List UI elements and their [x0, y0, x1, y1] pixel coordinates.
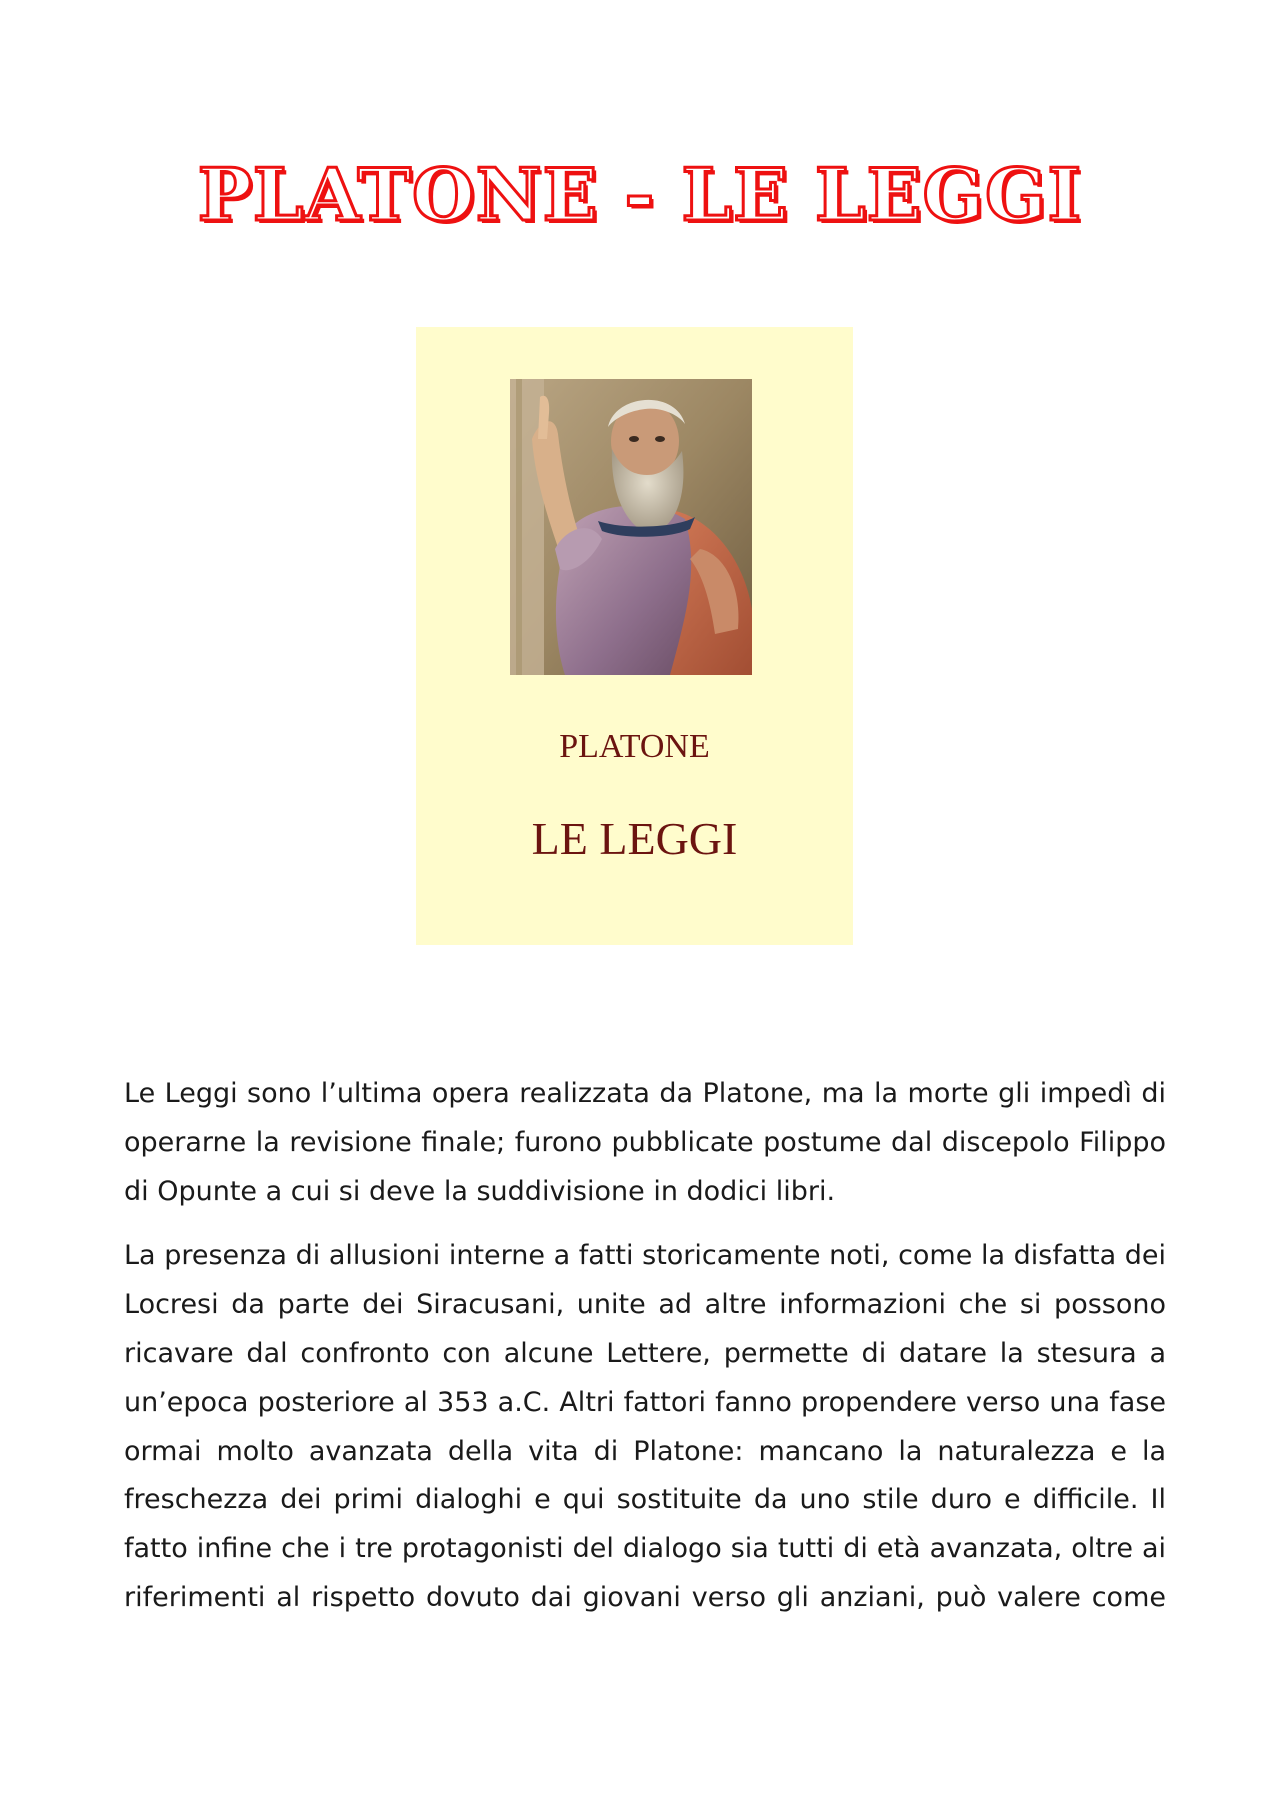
body-paragraph: La presenza di allusioni interne a fatti storicamente noti, come la disfatta dei Locresi da parte dei Siracusani, unite ad altre informazioni che si possono ricavare dal confronto con alcune Lettere, permette di datare la stesura a un’epoca posteriore al 353 a.C. Altri fattori fanno propendere verso una fase ormai molto avanzata della vita di Platone: mancano la naturalezza e la freschezza dei primi dialoghi e qui sostituite da uno stile duro e difficile. Il fatto infine che i tre protagonisti del dialogo sia tutti di età avanzata, oltre ai riferimenti al rispetto dovuto dai giovani verso gli anziani, può valere come	[124, 1240, 1166, 1613]
plato-portrait-image	[510, 379, 752, 675]
body-paragraph: Le Leggi sono l’ultima opera realizzata da Platone, ma la morte gli impedì di operarne la revisione finale; furono pubblicate postume dal discepolo Filippo di Opunte a cui si deve la suddivisione in dodici libri.	[124, 1078, 1166, 1207]
plato-portrait-illustration	[510, 379, 752, 675]
body-text	[124, 1070, 1166, 1639]
page-title: PLATONE - LE LEGGI	[197, 152, 1083, 237]
cover-author: PLATONE	[559, 728, 710, 765]
book-cover	[416, 327, 853, 945]
cover-title: LE LEGGI	[531, 813, 738, 864]
